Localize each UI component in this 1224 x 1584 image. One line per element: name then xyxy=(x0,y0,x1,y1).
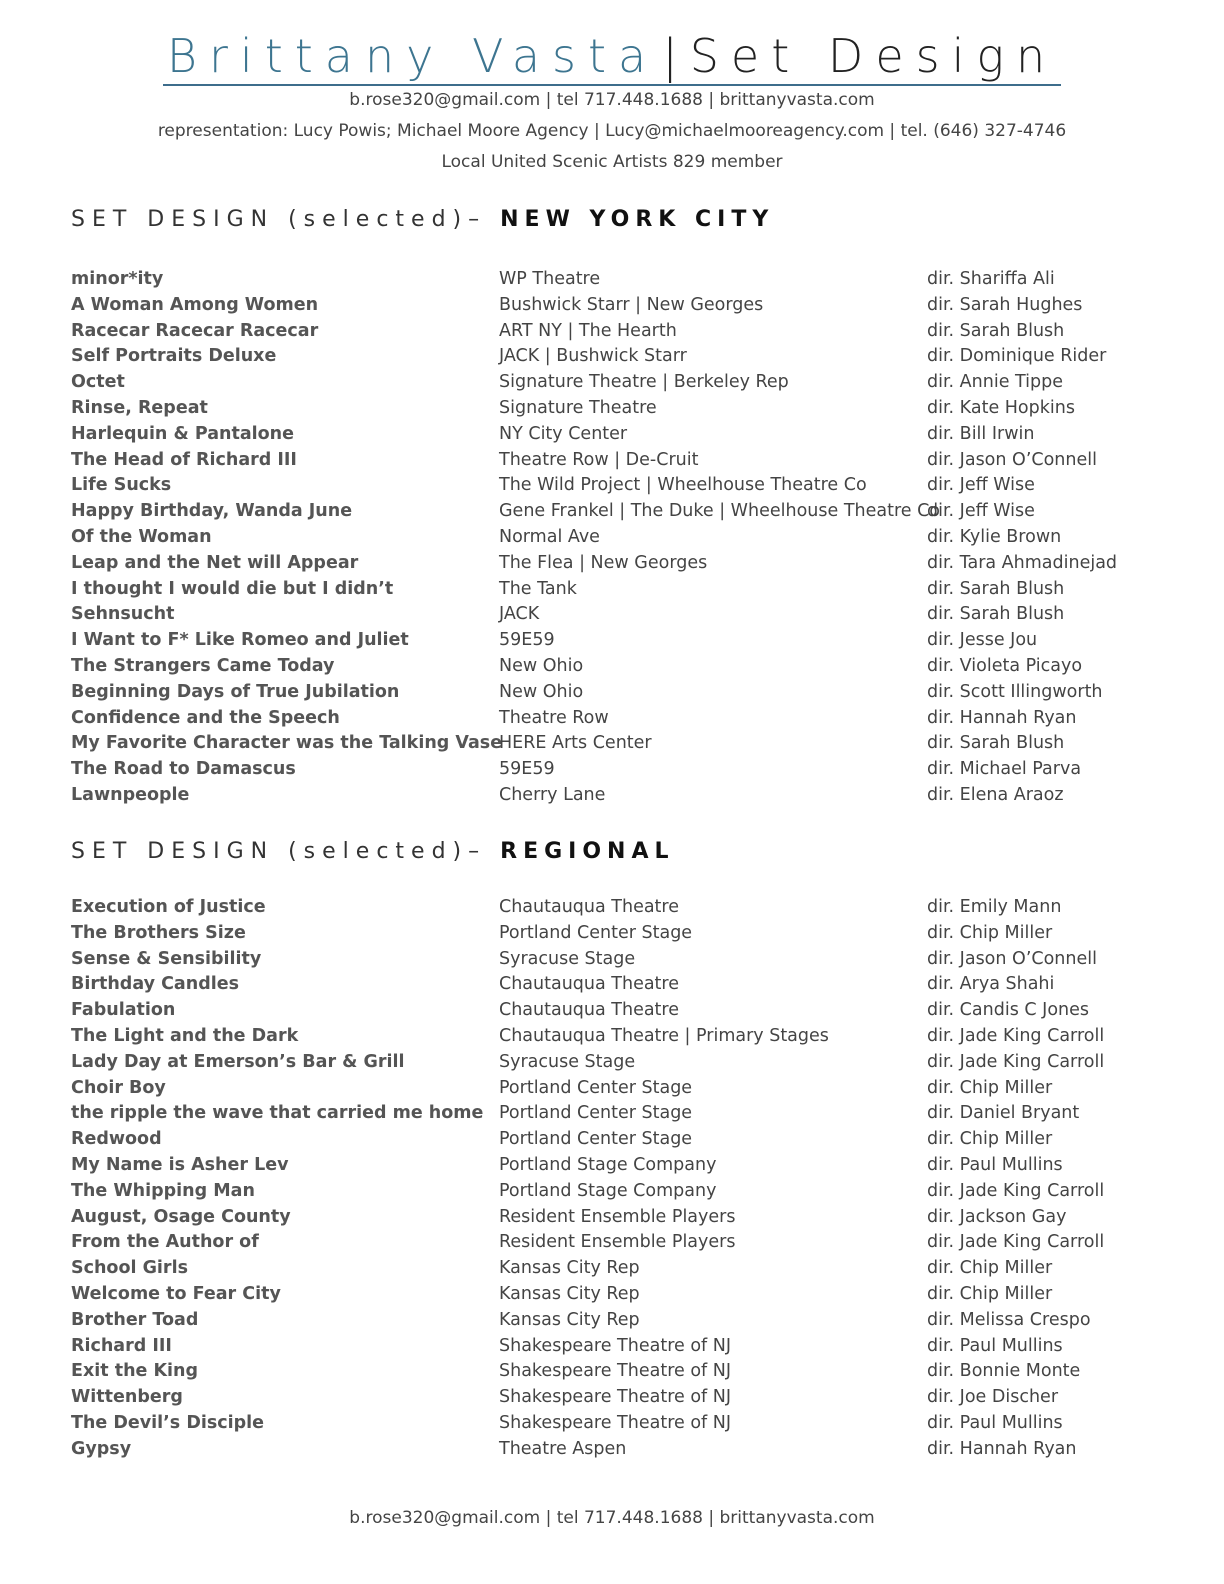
production-title: I thought I would die but I didn’t xyxy=(71,578,394,599)
title-separator: | xyxy=(662,29,684,83)
credit-row xyxy=(0,949,1224,975)
venue: Signature Theatre xyxy=(499,397,657,418)
venue: Resident Ensemble Players xyxy=(499,1232,736,1253)
director: dir. Bonnie Monte xyxy=(927,1361,1081,1382)
production-title: From the Author of xyxy=(71,1232,259,1253)
credit-row xyxy=(0,424,1224,450)
director: dir. Paul Mullins xyxy=(927,1412,1063,1433)
credit-row xyxy=(0,1155,1224,1181)
director: dir. Michael Parva xyxy=(927,759,1082,780)
credit-row xyxy=(0,1129,1224,1155)
venue: Signature Theatre | Berkeley Rep xyxy=(499,372,789,393)
director: dir. Candis C Jones xyxy=(927,1000,1089,1021)
credit-row xyxy=(0,346,1224,372)
director: dir. Melissa Crespo xyxy=(927,1309,1091,1330)
venue: Chautauqua Theatre xyxy=(499,1000,679,1021)
director: dir. Jesse Jou xyxy=(927,630,1038,651)
production-title: Octet xyxy=(71,372,125,393)
credit-row xyxy=(0,1336,1224,1362)
director: dir. Jason O’Connell xyxy=(927,948,1097,969)
venue: The Flea | New Georges xyxy=(499,552,708,573)
credit-row xyxy=(0,269,1224,295)
director: dir. Chip Miller xyxy=(927,1258,1053,1279)
director: dir. Elena Araoz xyxy=(927,784,1064,805)
director: dir. Hannah Ryan xyxy=(927,707,1077,728)
venue: Portland Center Stage xyxy=(499,1077,693,1098)
section-label: SET DESIGN (selected)– xyxy=(71,207,501,232)
production-title: The Brothers Size xyxy=(71,922,246,943)
production-title: Lawnpeople xyxy=(71,784,190,805)
designer-role: Set Design xyxy=(689,29,1058,83)
production-title: Beginning Days of True Jubilation xyxy=(71,681,400,702)
director: dir. Jade King Carroll xyxy=(927,1180,1105,1201)
venue: Kansas City Rep xyxy=(499,1309,640,1330)
credit-row xyxy=(0,372,1224,398)
production-title: Execution of Justice xyxy=(71,897,266,917)
production-title: Lady Day at Emerson’s Bar & Grill xyxy=(71,1051,405,1072)
venue: Kansas City Rep xyxy=(499,1258,640,1279)
credit-row xyxy=(0,923,1224,949)
section-label: SET DESIGN (selected)– xyxy=(71,839,501,864)
director: dir. Daniel Bryant xyxy=(927,1103,1080,1124)
credit-row xyxy=(0,708,1224,734)
production-title: Birthday Candles xyxy=(71,974,240,995)
credit-row xyxy=(0,682,1224,708)
production-title: Brother Toad xyxy=(71,1309,199,1330)
director: dir. Arya Shahi xyxy=(927,974,1055,995)
director: dir. Violeta Picayo xyxy=(927,655,1083,676)
production-title: the ripple the wave that carried me home xyxy=(71,1103,484,1124)
director: dir. Kate Hopkins xyxy=(927,397,1075,418)
credit-row xyxy=(0,527,1224,553)
director: dir. Jeff Wise xyxy=(927,501,1035,522)
venue: Resident Ensemble Players xyxy=(499,1206,736,1227)
credit-row xyxy=(0,1284,1224,1310)
director: dir. Jeff Wise xyxy=(927,475,1035,496)
section-label-bold: NEW YORK CITY xyxy=(500,207,775,232)
credit-row xyxy=(0,475,1224,501)
venue: Theatre Row xyxy=(499,707,609,728)
title-line xyxy=(163,30,1061,86)
credit-row xyxy=(0,1232,1224,1258)
credit-row xyxy=(0,295,1224,321)
director: dir. Bill Irwin xyxy=(927,423,1035,444)
resume-header xyxy=(0,30,1224,86)
credit-row xyxy=(0,1181,1224,1207)
production-title: I Want to F* Like Romeo and Juliet xyxy=(71,630,409,651)
production-title: Rinse, Repeat xyxy=(71,397,208,418)
production-title: Harlequin & Pantalone xyxy=(71,423,294,444)
director: dir. Chip Miller xyxy=(927,1129,1053,1150)
production-title: Self Portraits Deluxe xyxy=(71,346,277,367)
credit-row xyxy=(0,785,1224,811)
director: dir. Emily Mann xyxy=(927,897,1062,917)
venue: 59E59 xyxy=(499,630,555,651)
venue: Normal Ave xyxy=(499,526,600,547)
venue: Portland Stage Company xyxy=(499,1154,717,1175)
credit-row xyxy=(0,1026,1224,1052)
venue: Shakespeare Theatre of NJ xyxy=(499,1335,732,1356)
credit-row xyxy=(0,733,1224,759)
venue: Cherry Lane xyxy=(499,784,606,805)
production-title: School Girls xyxy=(71,1258,188,1279)
venue: Chautauqua Theatre xyxy=(499,974,679,995)
director: dir. Tara Ahmadinejad xyxy=(927,552,1118,573)
section-label-bold: REGIONAL xyxy=(500,839,675,864)
venue: JACK | Bushwick Starr xyxy=(499,346,687,367)
venue: ART NY | The Hearth xyxy=(499,320,677,341)
director: dir. Jade King Carroll xyxy=(927,1051,1105,1072)
nyc-credits-list xyxy=(0,269,1224,811)
director: dir. Jackson Gay xyxy=(927,1206,1067,1227)
credit-row xyxy=(0,321,1224,347)
production-title: The Light and the Dark xyxy=(71,1025,299,1046)
director: dir. Annie Tippe xyxy=(927,372,1064,393)
venue: NY City Center xyxy=(499,423,628,444)
credit-row xyxy=(0,579,1224,605)
production-title: Choir Boy xyxy=(71,1077,166,1098)
production-title: Redwood xyxy=(71,1129,162,1150)
venue: Shakespeare Theatre of NJ xyxy=(499,1387,732,1408)
director: dir. Sarah Blush xyxy=(927,733,1065,754)
production-title: Sehnsucht xyxy=(71,604,175,625)
venue: Portland Center Stage xyxy=(499,1103,693,1124)
venue: Theatre Aspen xyxy=(499,1438,627,1459)
director: dir. Joe Discher xyxy=(927,1387,1059,1408)
credit-row xyxy=(0,450,1224,476)
venue: Shakespeare Theatre of NJ xyxy=(499,1361,732,1382)
director: dir. Chip Miller xyxy=(927,922,1053,943)
production-title: Sense & Sensibility xyxy=(71,948,262,969)
representation-line: representation: Lucy Powis; Michael Moore Agency | Lucy@michaelmooreagency.com | tel. (646) 327-4746 xyxy=(157,121,1067,141)
director: dir. Shariffa Ali xyxy=(927,269,1055,289)
venue: Kansas City Rep xyxy=(499,1283,640,1304)
production-title: minor*ity xyxy=(71,269,164,289)
production-title: Happy Birthday, Wanda June xyxy=(71,501,353,522)
production-title: Welcome to Fear City xyxy=(71,1283,281,1304)
credit-row xyxy=(0,1207,1224,1233)
director: dir. Sarah Blush xyxy=(927,578,1065,599)
venue: Syracuse Stage xyxy=(499,948,636,969)
credit-row xyxy=(0,1361,1224,1387)
credit-row xyxy=(0,398,1224,424)
credit-row xyxy=(0,501,1224,527)
designer-name: Brittany Vasta xyxy=(166,29,659,83)
venue: Portland Center Stage xyxy=(499,1129,693,1150)
credit-row xyxy=(0,1258,1224,1284)
credit-row xyxy=(0,1078,1224,1104)
director: dir. Scott Illingworth xyxy=(927,681,1103,702)
production-title: The Whipping Man xyxy=(71,1180,255,1201)
venue: HERE Arts Center xyxy=(499,733,652,754)
section-title-nyc xyxy=(71,207,774,232)
director: dir. Jason O’Connell xyxy=(927,449,1097,470)
venue: WP Theatre xyxy=(499,269,601,289)
director: dir. Jade King Carroll xyxy=(927,1025,1105,1046)
director: dir. Jade King Carroll xyxy=(927,1232,1105,1253)
credit-row xyxy=(0,1413,1224,1439)
production-title: The Strangers Came Today xyxy=(71,655,335,676)
venue: Portland Center Stage xyxy=(499,922,693,943)
regional-credits-list xyxy=(0,897,1224,1465)
credit-row xyxy=(0,604,1224,630)
production-title: Confidence and the Speech xyxy=(71,707,340,728)
director: dir. Dominique Rider xyxy=(927,346,1107,367)
credit-row xyxy=(0,759,1224,785)
credit-row xyxy=(0,1103,1224,1129)
credit-row xyxy=(0,974,1224,1000)
production-title: The Head of Richard III xyxy=(71,449,297,470)
venue: Syracuse Stage xyxy=(499,1051,636,1072)
credit-row xyxy=(0,897,1224,923)
section-title-regional xyxy=(71,839,675,864)
production-title: Gypsy xyxy=(71,1438,132,1459)
venue: The Tank xyxy=(499,578,577,599)
venue: New Ohio xyxy=(499,655,584,676)
director: dir. Sarah Hughes xyxy=(927,294,1083,315)
credit-row xyxy=(0,1052,1224,1078)
venue: Bushwick Starr | New Georges xyxy=(499,294,764,315)
credit-row xyxy=(0,1439,1224,1465)
director: dir. Chip Miller xyxy=(927,1283,1053,1304)
production-title: My Favorite Character was the Talking Vase xyxy=(71,733,503,754)
venue: The Wild Project | Wheelhouse Theatre Co xyxy=(499,475,867,496)
production-title: Exit the King xyxy=(71,1361,199,1382)
venue: JACK xyxy=(499,604,540,625)
credit-row xyxy=(0,1387,1224,1413)
director: dir. Paul Mullins xyxy=(927,1335,1063,1356)
credit-row xyxy=(0,553,1224,579)
venue: 59E59 xyxy=(499,759,555,780)
director: dir. Sarah Blush xyxy=(927,604,1065,625)
production-title: Of the Woman xyxy=(71,526,212,547)
director: dir. Paul Mullins xyxy=(927,1154,1063,1175)
production-title: August, Osage County xyxy=(71,1206,291,1227)
production-title: Wittenberg xyxy=(71,1387,183,1408)
credit-row xyxy=(0,656,1224,682)
director: dir. Hannah Ryan xyxy=(927,1438,1077,1459)
venue: Shakespeare Theatre of NJ xyxy=(499,1412,732,1433)
venue: Gene Frankel | The Duke | Wheelhouse Theatre Co xyxy=(499,501,941,522)
production-title: Fabulation xyxy=(71,1000,176,1021)
credit-row xyxy=(0,630,1224,656)
venue: Chautauqua Theatre xyxy=(499,897,679,917)
production-title: My Name is Asher Lev xyxy=(71,1154,289,1175)
credit-row xyxy=(0,1000,1224,1026)
production-title: Racecar Racecar Racecar xyxy=(71,320,319,341)
venue: Chautauqua Theatre | Primary Stages xyxy=(499,1025,829,1046)
director: dir. Sarah Blush xyxy=(927,320,1065,341)
production-title: A Woman Among Women xyxy=(71,294,319,315)
contact-line: b.rose320@gmail.com | tel 717.448.1688 | brittanyvasta.com xyxy=(349,90,875,110)
venue: New Ohio xyxy=(499,681,584,702)
director: dir. Kylie Brown xyxy=(927,526,1062,547)
production-title: Richard III xyxy=(71,1335,172,1356)
credit-row xyxy=(0,1310,1224,1336)
production-title: The Road to Damascus xyxy=(71,759,296,780)
union-line: Local United Scenic Artists 829 member xyxy=(441,152,783,172)
director: dir. Chip Miller xyxy=(927,1077,1053,1098)
venue: Portland Stage Company xyxy=(499,1180,717,1201)
footer-contact: b.rose320@gmail.com | tel 717.448.1688 | brittanyvasta.com xyxy=(349,1508,875,1528)
production-title: The Devil’s Disciple xyxy=(71,1412,265,1433)
production-title: Life Sucks xyxy=(71,475,172,496)
venue: Theatre Row | De-Cruit xyxy=(499,449,699,470)
production-title: Leap and the Net will Appear xyxy=(71,552,359,573)
